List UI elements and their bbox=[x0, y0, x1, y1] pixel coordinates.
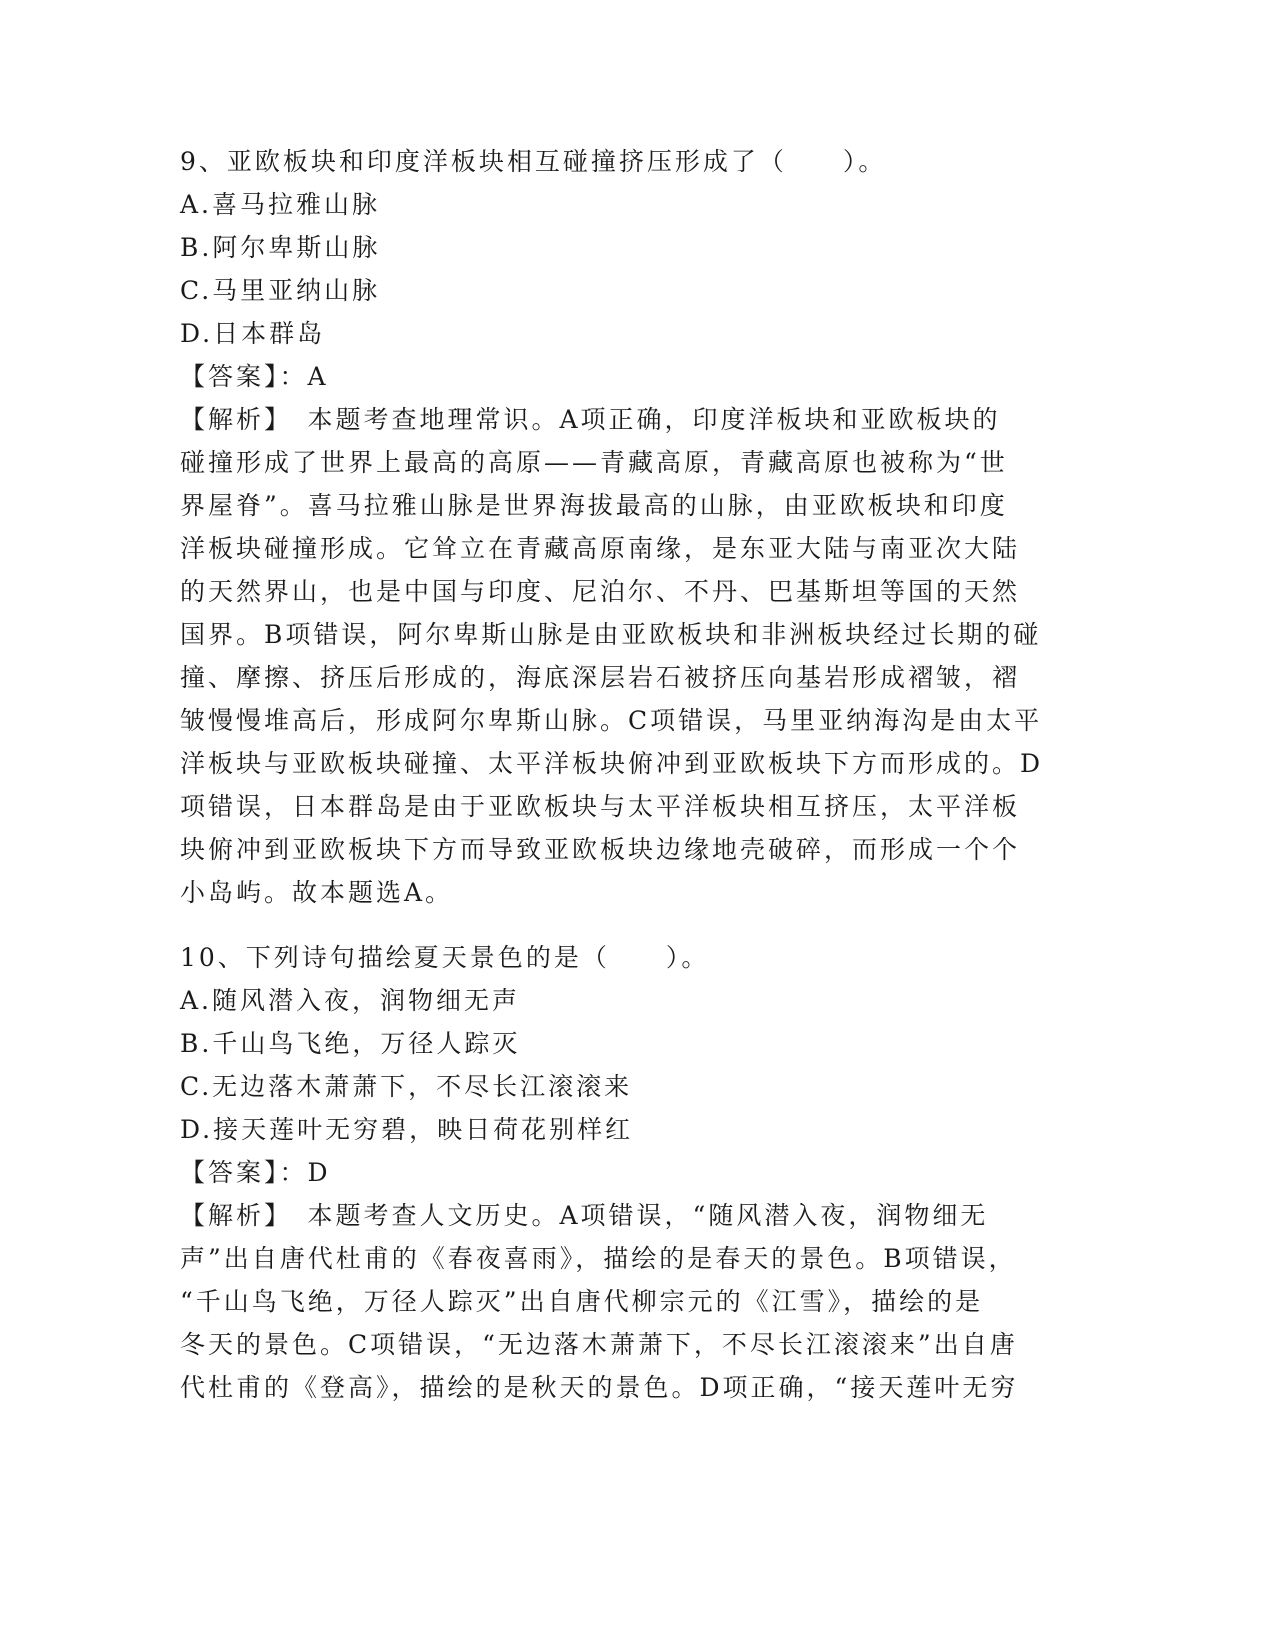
analysis-line: 代杜甫的《登高》，描绘的是秋天的景色。D项正确，“接天莲叶无穷 bbox=[180, 1373, 1019, 1402]
document-page bbox=[180, 140, 1060, 1409]
option-d: D.接天莲叶无穷碧，映日荷花别样红 bbox=[180, 1115, 634, 1144]
analysis-line: 块俯冲到亚欧板块下方而导致亚欧板块边缘地壳破碎，而形成一个个 bbox=[180, 835, 1021, 864]
option-d: D.日本群岛 bbox=[180, 319, 326, 348]
analysis-line: 皱慢慢堆高后，形成阿尔卑斯山脉。C项错误，马里亚纳海沟是由太平 bbox=[180, 706, 1043, 735]
analysis-line: 碰撞形成了世界上最高的高原——青藏高原，青藏高原也被称为“世 bbox=[180, 448, 1008, 477]
option-a: A.随风潜入夜，润物细无声 bbox=[180, 986, 521, 1015]
analysis-line: 撞、摩擦、挤压后形成的，海底深层岩石被挤压向基岩形成褶皱，褶 bbox=[180, 663, 1021, 692]
option-b: B.阿尔卑斯山脉 bbox=[180, 233, 381, 262]
answer-line: 【答案】：A bbox=[180, 362, 329, 391]
analysis-line: “千山鸟飞绝，万径人踪灭”出自唐代柳宗元的《江雪》，描绘的是 bbox=[180, 1287, 984, 1316]
option-a: A.喜马拉雅山脉 bbox=[180, 190, 381, 219]
answer-line: 【答案】：D bbox=[180, 1158, 331, 1187]
option-b: B.千山鸟飞绝，万径人踪灭 bbox=[180, 1029, 521, 1058]
question-stem: 10、下列诗句描绘夏天景色的是（ ）。 bbox=[180, 943, 710, 972]
question-spacer bbox=[180, 914, 1060, 936]
question-stem: 9、亚欧板块和印度洋板块相互碰撞挤压形成了（ ）。 bbox=[180, 147, 887, 176]
analysis-line: 洋板块与亚欧板块碰撞、太平洋板块俯冲到亚欧板块下方而形成的。D bbox=[180, 749, 1044, 778]
question-9 bbox=[180, 140, 1060, 914]
analysis-line: 洋板块碰撞形成。它耸立在青藏高原南缘，是东亚大陆与南亚次大陆 bbox=[180, 534, 1021, 563]
analysis-block bbox=[180, 398, 1060, 914]
question-10 bbox=[180, 936, 1060, 1409]
analysis-line: 国界。B项错误，阿尔卑斯山脉是由亚欧板块和非洲板块经过长期的碰 bbox=[180, 620, 1042, 649]
option-c: C.马里亚纳山脉 bbox=[180, 276, 381, 305]
analysis-block bbox=[180, 1194, 1060, 1409]
analysis-line: 【解析】 本题考查地理常识。A项正确，印度洋板块和亚欧板块的 bbox=[180, 405, 1001, 434]
analysis-line: 界屋脊”。喜马拉雅山脉是世界海拔最高的山脉，由亚欧板块和印度 bbox=[180, 491, 1008, 520]
analysis-line: 冬天的景色。C项错误，“无边落木萧萧下，不尽长江滚滚来”出自唐 bbox=[180, 1330, 1018, 1359]
analysis-line: 【解析】 本题考查人文历史。A项错误，“随风潜入夜，润物细无 bbox=[180, 1201, 989, 1230]
analysis-line: 的天然界山，也是中国与印度、尼泊尔、不丹、巴基斯坦等国的天然 bbox=[180, 577, 1021, 606]
analysis-line: 小岛屿。故本题选A。 bbox=[180, 878, 454, 907]
analysis-line: 声”出自唐代杜甫的《春夜喜雨》，描绘的是春天的景色。B项错误， bbox=[180, 1244, 1017, 1273]
option-c: C.无边落木萧萧下，不尽长江滚滚来 bbox=[180, 1072, 633, 1101]
analysis-line: 项错误，日本群岛是由于亚欧板块与太平洋板块相互挤压，太平洋板 bbox=[180, 792, 1021, 821]
